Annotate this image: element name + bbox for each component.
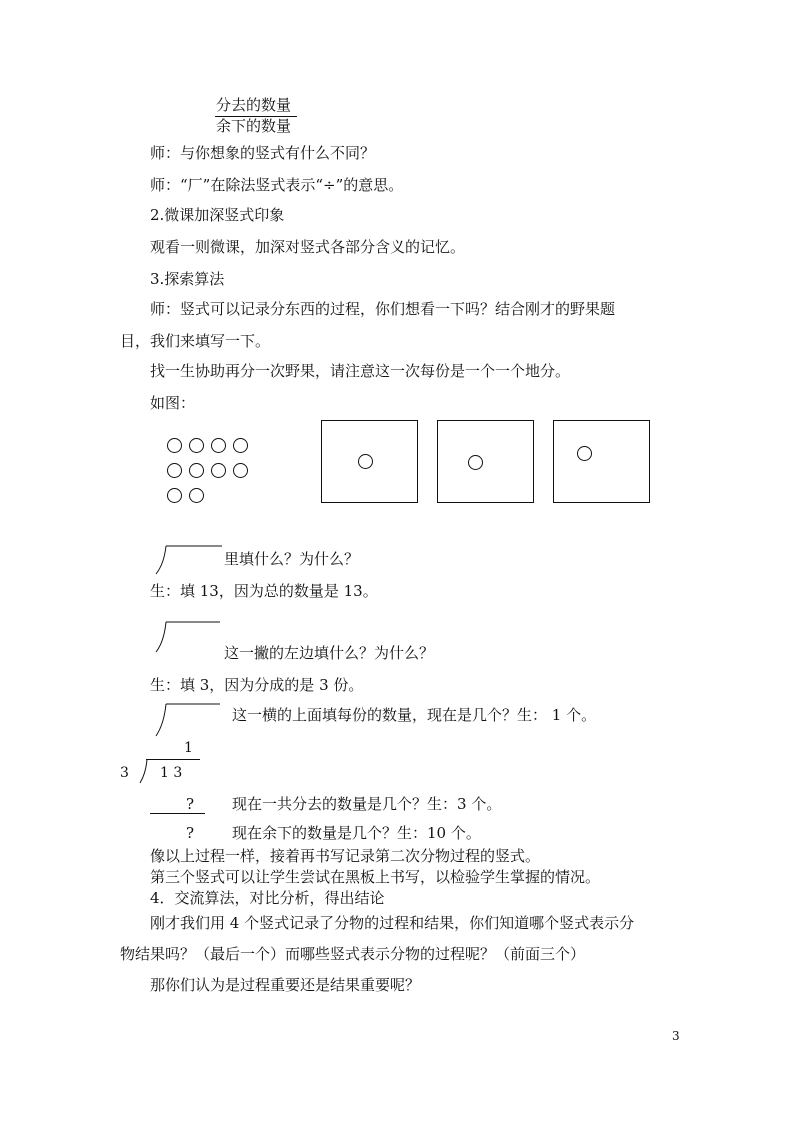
paragraph: 里填什么？为什么？: [224, 550, 360, 568]
section-heading: 4．交流算法，对比分析，得出结论: [150, 889, 385, 907]
division-bracket: [152, 542, 224, 578]
paragraph: 现在余下的数量是几个？生：10 个。: [232, 824, 481, 842]
fruit-circle: [233, 438, 248, 453]
paragraph: 如图：: [150, 394, 196, 412]
share-box-1: [321, 420, 418, 503]
division-dividend: 1 3: [160, 765, 183, 781]
division-bracket: [138, 759, 150, 785]
fruit-circle: [468, 455, 483, 470]
fruit-circle: [211, 463, 226, 478]
paragraph: 第三个竖式可以让学生尝试在黑板上书写，以检验学生掌握的情况。: [150, 868, 601, 886]
fruit-circle: [189, 488, 204, 503]
fruit-circle: [233, 463, 248, 478]
paragraph: 师：与你想象的竖式有什么不同？: [150, 144, 376, 162]
paragraph: 目，我们来填写一下。: [120, 332, 271, 350]
paragraph: 师：竖式可以记录分东西的过程，你们想看一下吗？结合刚才的野果题: [150, 300, 616, 318]
fruit-circle: [358, 454, 373, 469]
paragraph: 观看一则微课，加深对竖式各部分含义的记忆。: [150, 238, 466, 256]
fruit-circle: [167, 463, 182, 478]
paragraph: 师：“厂”在除法竖式表示“÷”的意思。: [150, 176, 404, 194]
page-number: 3: [672, 1029, 680, 1043]
share-box-2: [437, 420, 534, 503]
paragraph: 现在一共分去的数量是几个？生：3 个。: [232, 795, 502, 813]
fruit-circle: [577, 446, 592, 461]
share-box-3: [553, 420, 650, 503]
paragraph: 找一生协助再分一次野果，请注意这一次每份是一个一个地分。: [150, 362, 571, 380]
division-bracket: [150, 700, 222, 740]
paragraph: 这一横的上面填每份的数量，现在是几个？生： 1 个。: [232, 706, 597, 724]
division-remainder: ?: [186, 824, 195, 842]
division-bracket: [150, 618, 222, 656]
division-subtracted: ?: [186, 795, 195, 813]
paragraph: 像以上过程一样，接着再书写记录第二次分物过程的竖式。: [150, 847, 541, 865]
fruit-circle: [167, 488, 182, 503]
label-remaining-quantity: 余下的数量: [216, 117, 292, 135]
label-divided-quantity: 分去的数量: [216, 96, 292, 114]
fruit-circle: [189, 463, 204, 478]
section-heading: 2.微课加深竖式印象: [150, 206, 285, 224]
fruit-circle: [189, 438, 204, 453]
paragraph: 物结果吗？（最后一个）而哪些竖式表示分物的过程呢？（前面三个）: [120, 945, 586, 963]
paragraph: 这一撇的左边填什么？为什么？: [224, 644, 435, 662]
division-subtract-line: [150, 813, 205, 814]
fruit-circle: [211, 438, 226, 453]
division-divisor: 3: [120, 765, 129, 781]
fruit-circle: [167, 438, 182, 453]
paragraph: 生：填 3，因为分成的是 3 份。: [150, 676, 364, 694]
paragraph: 生：填 13，因为总的数量是 13。: [150, 582, 378, 600]
paragraph: 那你们认为是过程重要还是结果重要呢？: [150, 976, 421, 994]
division-quotient: 1: [184, 740, 193, 756]
division-bar: [146, 759, 200, 760]
paragraph: 刚才我们用 4 个竖式记录了分物的过程和结果，你们知道哪个竖式表示分: [150, 914, 635, 932]
section-heading: 3.探索算法: [150, 270, 225, 288]
